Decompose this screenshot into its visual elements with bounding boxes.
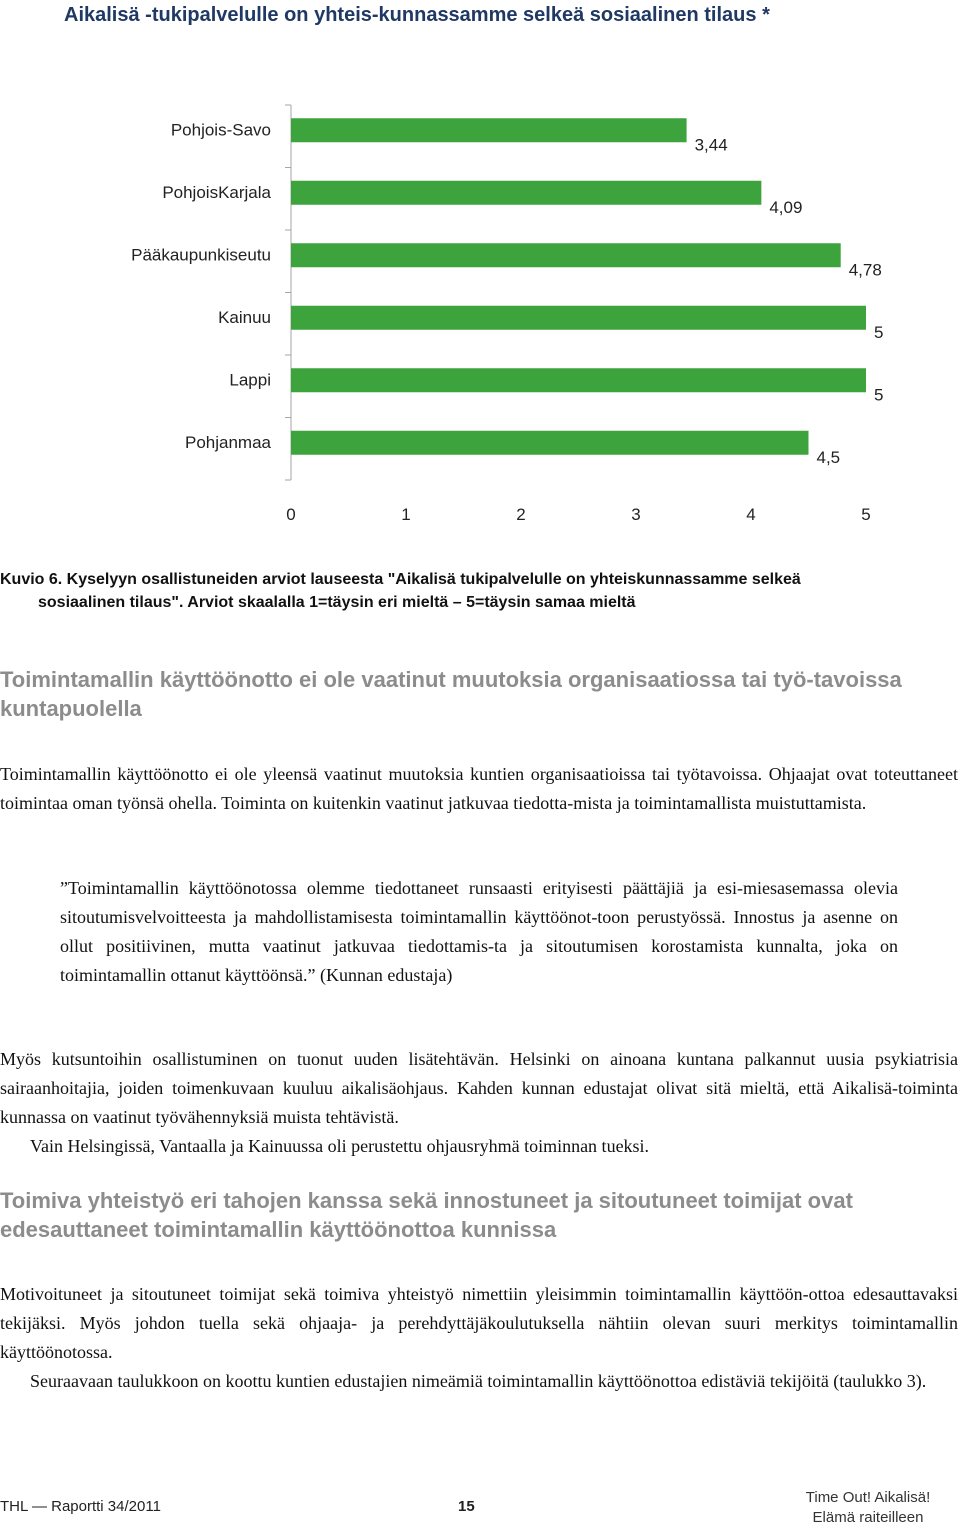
x-tick-label: 0: [286, 505, 296, 524]
value-label: 4,5: [816, 447, 841, 467]
footer-series-line-2: Elämä raiteilleen: [812, 1509, 924, 1526]
quote-block: ”Toimintamallin käyttöönotossa olemme tiedottaneet runsaasti erityisesti päättäjiä ja esi-miesasemassa olevia sitoutumisvelvoitteesta ja mahdollistamisesta toimintamallin käyttöönot-toon perustyössä. Innostus ja asenne on ollut positiivinen, mutta vaatinut jatkuvaa tiedottamis-ta ja sitoutumisen korostamista kunnalta, joka on toimintamallin ottanut käyttöönsä.” (Kunnan edustaja): [60, 878, 898, 985]
x-tick-label: 4: [746, 505, 756, 524]
paragraph-3-text: Vain Helsingissä, Vantaalla ja Kainuussa oli perustettu ohjausryhmä toiminnan tueksi.: [30, 1136, 650, 1156]
paragraph-5-text: Seuraavaan taulukkoon on koottu kuntien edustajien nimeämiä toimintamallin käyttöönottoa edistäviä tekijöitä (taulukko 3).: [30, 1371, 927, 1391]
footer-series-line-1: Time Out! Aikalisä!: [805, 1489, 931, 1506]
page-number: 15: [458, 1498, 475, 1515]
caption-line-1: Kuvio 6. Kyselyyn osallistuneiden arviot lauseesta "Aikalisä tukipalvelulle on yhteiskunnassamme selkeä: [0, 571, 801, 588]
paragraph-3: [0, 1132, 958, 1161]
bar: [291, 306, 866, 330]
footer-series-label: [793, 1488, 943, 1528]
paragraph-5: [0, 1367, 958, 1396]
category-label: Pohjanmaa: [184, 432, 271, 452]
x-tick-label: 2: [516, 505, 526, 524]
paragraph-2: Myös kutsuntoihin osallistuminen on tuonut uuden lisätehtävän. Helsinki on ainoana kuntana palkannut uusia psykiatrisia sairaanhoitajia, joiden toimenkuvaan kuuluu aikalisäohjaus. Kahden kunnan edustajat olivat sitä mieltä, että Aikalisä-toiminta kunnassa on vaatinut työvähennyksiä muista tehtävistä.: [0, 1049, 958, 1127]
value-label: 5: [874, 385, 884, 405]
value-label: 5: [874, 322, 884, 342]
caption-line-2: sosiaalinen tilaus". Arviot skaalalla 1=täysin eri mieltä – 5=täysin samaa mieltä: [38, 594, 636, 611]
bar: [291, 118, 687, 142]
value-label: 4,78: [848, 260, 882, 280]
section-heading-2: Toimiva yhteistyö eri tahojen kanssa sekä innostuneet ja sitoutuneet toimijat ovat edesauttaneet toimintamallin käyttöönottoa kunnissa: [0, 1188, 853, 1242]
x-tick-label: 3: [631, 505, 641, 524]
category-label: Pääkaupunkiseutu: [131, 245, 271, 265]
bar: [291, 431, 809, 455]
bar: [291, 181, 761, 205]
bar: [291, 243, 841, 267]
bar-chart: [56, 0, 960, 546]
value-label: 3,44: [694, 135, 728, 155]
category-label: Pohjois-Savo: [170, 120, 271, 140]
chart: [56, 0, 960, 546]
paragraph-4: Motivoituneet ja sitoutuneet toimijat sekä toimiva yhteistyö nimettiin yleisimmin toimintamallin käyttöön-ottoa edesauttavaksi tekijäksi. Myös johdon tuella sekä ohjaaja- ja perehdyttäjäkoulutuksella nähtiin olevan suuri merkitys toimintamallin käyttöönotossa.: [0, 1284, 958, 1362]
chart-title: Aikalisä -tukipalvelulle on yhteis-kunnassamme selkeä sosiaalinen tilaus *: [64, 4, 770, 26]
footer-report-label: THL — Raportti 34/2011: [0, 1498, 161, 1515]
value-label: 4,09: [769, 197, 803, 217]
category-label: Lappi: [229, 370, 271, 390]
section-heading-1: Toimintamallin käyttöönotto ei ole vaatinut muutoksia organisaatiossa tai työ-tavoissa kuntapuolella: [0, 667, 902, 721]
bar: [291, 368, 866, 392]
paragraph-1: Toimintamallin käyttöönotto ei ole yleensä vaatinut muutoksia kuntien organisaatioissa tai työtavoissa. Ohjaajat ovat toteuttaneet toimintaa oman työnsä ohella. Toiminta on kuitenkin vaatinut jatkuvaa tiedotta-mista ja toimintamallista muistuttamista.: [0, 764, 958, 813]
x-tick-label: 1: [401, 505, 411, 524]
figure-caption: [0, 568, 960, 614]
category-label: Kainuu: [218, 307, 271, 327]
x-tick-label: 5: [861, 505, 871, 524]
category-label: PohjoisKarjala: [162, 182, 271, 202]
